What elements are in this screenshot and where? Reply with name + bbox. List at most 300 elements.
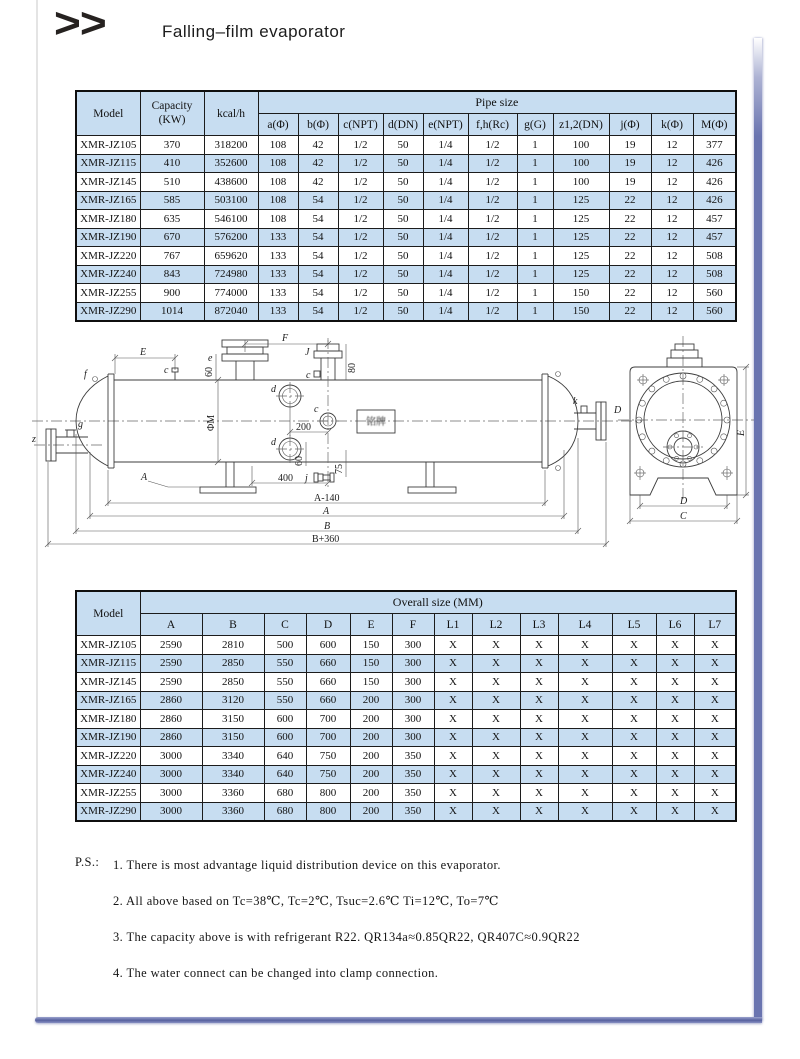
cell: 1 (517, 173, 553, 192)
cell: X (656, 747, 694, 766)
label-k: k (573, 396, 578, 407)
cell: 108 (258, 136, 298, 155)
cell: X (612, 710, 656, 729)
cell: 426 (693, 154, 736, 173)
cell: 3340 (202, 747, 264, 766)
cell: X (612, 654, 656, 673)
table-row (76, 228, 736, 247)
cell: 50 (383, 228, 423, 247)
cell: X (472, 710, 520, 729)
cell: 1/2 (468, 154, 517, 173)
cell: 600 (306, 636, 350, 655)
model-cell: XMR-JZ105 (76, 636, 140, 655)
bottom-border-line (35, 1017, 762, 1023)
cell: X (612, 728, 656, 747)
cell: 22 (609, 210, 651, 229)
cell: d(DN) (383, 114, 423, 136)
cell: E (350, 614, 392, 636)
dim-D: D (680, 496, 688, 507)
cell: 510 (140, 173, 204, 192)
cell: F (392, 614, 434, 636)
cell: 3000 (140, 765, 202, 784)
cell: 22 (609, 284, 651, 303)
cell: 550 (264, 654, 306, 673)
cell: 660 (306, 673, 350, 692)
table-row (76, 802, 736, 821)
table-row (76, 747, 736, 766)
cell: z1,2(DN) (553, 114, 609, 136)
model-cell: XMR-JZ290 (76, 802, 140, 821)
cell: 54 (298, 210, 338, 229)
cell: 3150 (202, 710, 264, 729)
cell: 19 (609, 173, 651, 192)
cell: 350 (392, 765, 434, 784)
cell: 1/2 (338, 154, 383, 173)
cell: 100 (553, 154, 609, 173)
cell: 108 (258, 210, 298, 229)
cell: 200 (350, 728, 392, 747)
cell: C (264, 614, 306, 636)
cell: 300 (392, 654, 434, 673)
cell: 2850 (202, 673, 264, 692)
cell: 200 (350, 784, 392, 803)
cell: 12 (651, 228, 693, 247)
pipe-size-table (75, 90, 737, 322)
model-cell: XMR-JZ165 (76, 191, 140, 210)
cell: 12 (651, 210, 693, 229)
note-line: 3. The capacity above is with refrigerant R22. QR134a≈0.85QR22, QR407C≈0.9QR22 (113, 930, 580, 944)
cell: 12 (651, 173, 693, 192)
cell: 12 (651, 247, 693, 266)
cell: X (520, 636, 558, 655)
label-A-leg: A (141, 472, 148, 483)
cell: 576200 (204, 228, 258, 247)
cell: 300 (392, 728, 434, 747)
note-line: 4. The water connect can be changed into clamp connection. (113, 966, 439, 980)
cell: 800 (306, 802, 350, 821)
cell: 1 (517, 228, 553, 247)
evaporator-drawing-svg (30, 330, 765, 580)
dim-60: 60 (204, 367, 215, 377)
cell: 1 (517, 284, 553, 303)
cell: X (694, 728, 736, 747)
cell: 133 (258, 265, 298, 284)
cell: 2810 (202, 636, 264, 655)
cell: 546100 (204, 210, 258, 229)
cell: 300 (392, 673, 434, 692)
cell: 635 (140, 210, 204, 229)
cell: X (434, 784, 472, 803)
cell: A (140, 614, 202, 636)
pipe-table-body (76, 136, 736, 322)
dim-A: A (323, 506, 330, 517)
cell: 19 (609, 154, 651, 173)
table-row (76, 710, 736, 729)
cell: 1 (517, 191, 553, 210)
cell: 50 (383, 265, 423, 284)
cell: 150 (350, 654, 392, 673)
cell: 12 (651, 284, 693, 303)
cell: 1/2 (468, 136, 517, 155)
cell: 200 (350, 710, 392, 729)
dim-B360: B+360 (312, 534, 340, 545)
cell: j(Φ) (609, 114, 651, 136)
cell: 800 (306, 784, 350, 803)
cell: 3120 (202, 691, 264, 710)
size-table-body (76, 636, 736, 822)
cell: X (694, 747, 736, 766)
cell: 700 (306, 710, 350, 729)
cell: X (434, 747, 472, 766)
notes (75, 855, 715, 999)
cell: 1/4 (423, 265, 468, 284)
nameplate-text: 铭牌 (366, 417, 386, 428)
cell: 54 (298, 228, 338, 247)
cell: 1/4 (423, 136, 468, 155)
cell: 508 (693, 265, 736, 284)
cell: 54 (298, 191, 338, 210)
cell: X (656, 765, 694, 784)
model-cell: XMR-JZ165 (76, 691, 140, 710)
cell: 50 (383, 284, 423, 303)
model-cell: XMR-JZ115 (76, 654, 140, 673)
cell: 300 (392, 636, 434, 655)
cell: 1/4 (423, 284, 468, 303)
page-title: Falling–film evaporator (162, 22, 346, 41)
cell: 1/4 (423, 210, 468, 229)
cell: 133 (258, 247, 298, 266)
svg-text:c: c (314, 404, 319, 415)
cell: 150 (350, 673, 392, 692)
cell: 200 (350, 747, 392, 766)
cell: 50 (383, 247, 423, 266)
cell: 125 (553, 265, 609, 284)
cell: 680 (264, 784, 306, 803)
cell: 150 (350, 636, 392, 655)
cell: 50 (383, 173, 423, 192)
cell: 1/2 (338, 228, 383, 247)
model-cell: XMR-JZ190 (76, 728, 140, 747)
pipe-table-header (76, 91, 736, 136)
cell: 350 (392, 784, 434, 803)
cell: X (520, 765, 558, 784)
dim-60b: 60 (294, 456, 305, 466)
cell: 700 (306, 728, 350, 747)
cell: X (656, 784, 694, 803)
cell: X (472, 691, 520, 710)
cell: 2860 (140, 710, 202, 729)
cell: 22 (609, 247, 651, 266)
cell: 410 (140, 154, 204, 173)
table-row (76, 210, 736, 229)
cell: X (520, 654, 558, 673)
cell: 3360 (202, 802, 264, 821)
cell: 2590 (140, 654, 202, 673)
cell: X (434, 710, 472, 729)
cell: a(Φ) (258, 114, 298, 136)
cell: X (434, 636, 472, 655)
cell: L4 (558, 614, 612, 636)
cell: X (612, 673, 656, 692)
cell: 774000 (204, 284, 258, 303)
cell: X (558, 710, 612, 729)
cell: X (434, 765, 472, 784)
cell: 300 (392, 691, 434, 710)
cell: 1/2 (338, 173, 383, 192)
table-row (76, 247, 736, 266)
cell: 370 (140, 136, 204, 155)
cell: 1/2 (338, 210, 383, 229)
cell: 2850 (202, 654, 264, 673)
cell: 3150 (202, 728, 264, 747)
cell: 12 (651, 265, 693, 284)
cell: X (472, 673, 520, 692)
cell: X (520, 728, 558, 747)
table-row (76, 284, 736, 303)
cell: 550 (264, 691, 306, 710)
side-view (31, 333, 642, 547)
table-row (76, 636, 736, 655)
cell: X (472, 747, 520, 766)
cell: 50 (383, 302, 423, 321)
overall-size-table (75, 590, 737, 822)
cell: X (656, 710, 694, 729)
cell: 1 (517, 302, 553, 321)
table-row (76, 728, 736, 747)
cell: X (558, 802, 612, 821)
cell: L6 (656, 614, 694, 636)
cell: 54 (298, 284, 338, 303)
cell: X (558, 691, 612, 710)
cell: 2860 (140, 691, 202, 710)
cell: 508 (693, 247, 736, 266)
cell: 1/2 (468, 284, 517, 303)
cell: 1/2 (468, 265, 517, 284)
label-c-nozzle: c (306, 370, 311, 381)
dim-200: 200 (296, 422, 311, 433)
col-header-kcal: kcal/h (204, 91, 258, 136)
cell: 1/2 (338, 247, 383, 266)
cell: X (612, 636, 656, 655)
cell: 1/2 (338, 265, 383, 284)
table-row (76, 654, 736, 673)
cell: 900 (140, 284, 204, 303)
model-cell: XMR-JZ240 (76, 265, 140, 284)
cell: X (434, 728, 472, 747)
cell: 108 (258, 154, 298, 173)
cell: 133 (258, 284, 298, 303)
cell: 22 (609, 302, 651, 321)
dim-B: B (324, 521, 331, 532)
cell: 50 (383, 191, 423, 210)
size-table-header (76, 591, 736, 636)
end-view (618, 336, 754, 524)
cell: X (472, 784, 520, 803)
cell: 600 (264, 728, 306, 747)
ps-prefix: P.S.: (75, 855, 100, 869)
cell: 600 (264, 710, 306, 729)
cell: 640 (264, 747, 306, 766)
cell: f,h(Rc) (468, 114, 517, 136)
cell: 1 (517, 247, 553, 266)
cell: 19 (609, 136, 651, 155)
cell: X (472, 802, 520, 821)
cell: 350 (392, 802, 434, 821)
cell: 150 (553, 284, 609, 303)
cell: 1/2 (338, 191, 383, 210)
cell: X (612, 802, 656, 821)
dim-400: 400 (278, 473, 293, 484)
dim-75: 75 (334, 464, 345, 474)
cell: 133 (258, 302, 298, 321)
cell: 1/2 (338, 136, 383, 155)
cell: 1014 (140, 302, 204, 321)
cell: X (694, 673, 736, 692)
model-cell: XMR-JZ180 (76, 210, 140, 229)
model-cell: XMR-JZ145 (76, 673, 140, 692)
cell: g(G) (517, 114, 553, 136)
cell: 503100 (204, 191, 258, 210)
table-row (76, 784, 736, 803)
model-cell: XMR-JZ190 (76, 228, 140, 247)
cell: X (694, 654, 736, 673)
cell: X (558, 654, 612, 673)
cell: X (434, 654, 472, 673)
cell: X (520, 802, 558, 821)
cell: X (656, 636, 694, 655)
cell: 1/2 (468, 191, 517, 210)
cell: X (694, 710, 736, 729)
model-cell: XMR-JZ115 (76, 154, 140, 173)
cell: 660 (306, 654, 350, 673)
cell: 3000 (140, 802, 202, 821)
cell: 3000 (140, 784, 202, 803)
label-e: e (208, 353, 213, 364)
cell: X (520, 673, 558, 692)
cell: 1/4 (423, 173, 468, 192)
col-header-model: Model (76, 591, 140, 636)
model-cell: XMR-JZ290 (76, 302, 140, 321)
cell: X (520, 784, 558, 803)
cell: 125 (553, 191, 609, 210)
table-row (76, 136, 736, 155)
cell: D (306, 614, 350, 636)
cell: X (656, 728, 694, 747)
model-cell: XMR-JZ255 (76, 784, 140, 803)
table-row (76, 691, 736, 710)
label-c-shell: c (164, 365, 169, 376)
pipe-size-group-header: Pipe size (258, 91, 736, 114)
drain-fitting (303, 473, 334, 484)
cell: 50 (383, 136, 423, 155)
cell: 1/2 (468, 210, 517, 229)
cell: L2 (472, 614, 520, 636)
cell: X (520, 747, 558, 766)
label-z: z (32, 434, 36, 445)
cell: 54 (298, 302, 338, 321)
cell: X (558, 747, 612, 766)
cell: 426 (693, 191, 736, 210)
table-row (76, 673, 736, 692)
cell: X (694, 691, 736, 710)
cell: X (694, 636, 736, 655)
evaporator-drawing (30, 330, 765, 580)
cell: 318200 (204, 136, 258, 155)
col-header-capacity: Capacity (KW) (140, 91, 204, 136)
cell: 659620 (204, 247, 258, 266)
dim-E: E (140, 347, 147, 358)
cell: X (558, 673, 612, 692)
chevrons-logo-icon: >> (54, 0, 106, 47)
cell: 457 (693, 210, 736, 229)
cell: 1 (517, 265, 553, 284)
table-row (76, 765, 736, 784)
cell: 438600 (204, 173, 258, 192)
cell: 108 (258, 191, 298, 210)
cell: L1 (434, 614, 472, 636)
cell: 750 (306, 765, 350, 784)
port-circle-c-center (314, 404, 339, 429)
dim-F: F (282, 333, 289, 344)
cell: 724980 (204, 265, 258, 284)
cell: 42 (298, 173, 338, 192)
cell: X (612, 765, 656, 784)
model-cell: XMR-JZ240 (76, 765, 140, 784)
cell: 12 (651, 302, 693, 321)
cell: 670 (140, 228, 204, 247)
cell: X (656, 691, 694, 710)
dim-C: C (680, 511, 687, 522)
cell: 200 (350, 765, 392, 784)
table-row (76, 302, 736, 321)
cell: 108 (258, 173, 298, 192)
cell: X (558, 728, 612, 747)
cell: 12 (651, 136, 693, 155)
svg-text:j: j (305, 473, 308, 484)
cell: 22 (609, 191, 651, 210)
cell: X (694, 802, 736, 821)
cell: 1 (517, 136, 553, 155)
cell: e(NPT) (423, 114, 468, 136)
cell: M(Φ) (693, 114, 736, 136)
overall-size-group-header: Overall size (MM) (140, 591, 736, 614)
cell: 300 (392, 710, 434, 729)
cell: X (472, 654, 520, 673)
table-row (76, 154, 736, 173)
cell: 1/4 (423, 247, 468, 266)
cell: 500 (264, 636, 306, 655)
cell: 560 (693, 284, 736, 303)
note-line: 2. All above based on Tc=38℃, Tc=2℃, Tsuc=2.6℃ Ti=12℃, To=7℃ (113, 894, 499, 908)
model-cell: XMR-JZ220 (76, 747, 140, 766)
cell: c(NPT) (338, 114, 383, 136)
dim-80: 80 (347, 363, 358, 373)
cell: 560 (693, 302, 736, 321)
cell: 457 (693, 228, 736, 247)
cell: 50 (383, 210, 423, 229)
cell: 22 (609, 228, 651, 247)
cell: 125 (553, 228, 609, 247)
cell: 150 (553, 302, 609, 321)
cell: 843 (140, 265, 204, 284)
cell: 3360 (202, 784, 264, 803)
cell: 54 (298, 247, 338, 266)
cell: 352600 (204, 154, 258, 173)
cell: X (558, 784, 612, 803)
cell: 3000 (140, 747, 202, 766)
cell: 680 (264, 802, 306, 821)
cell: 54 (298, 265, 338, 284)
